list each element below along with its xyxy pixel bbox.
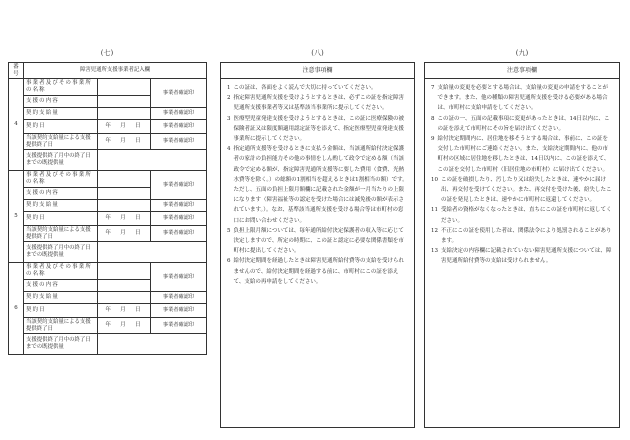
field-label-content: 支援の内容 [24,280,98,292]
note-text: 支給量の変更を必要とする場合は、支給量の変更の申請をすることができます。また、他の種類の障害児通所支援を受ける必要がある場合は、市町村に支給申請をしてください。 [437,85,609,112]
provider-seal-cell[interactable]: 事業者確認印 [151,292,207,304]
note-item [431,226,613,246]
value-cell[interactable] [98,188,151,200]
field-label-contract-day: 契約日 [24,120,98,134]
field-label-content: 支援の内容 [24,188,98,200]
notes-title-9: 注意事項欄 [425,63,619,79]
value-cell[interactable] [98,96,151,108]
note-text: 給付決定期間内に、居住地を移そうとする場合は、事前に、この証を交付した市町村にご連絡ください。また、支給決定期間内に、他の市町村の区域に居住地を移したときは、14日以内に、この証を添えて、この証を交付した市町村（旧居住地の市町村）に届け出てください。 [437,136,610,173]
provider-seal-cell[interactable]: 事業者確認印 [151,171,207,200]
note-text: 指定障害児通所支援を受けようとするときは、必ずこの証を指定障害児通所支援事業者等又は基準該当事業所に提示してください。 [233,95,405,112]
notes-title-8: 注意事項欄 [221,63,414,79]
value-cell[interactable] [98,171,151,188]
provider-entry-table [8,62,207,355]
note-number: 12 [431,227,438,234]
table-row [9,120,207,134]
note-number: 6 [227,258,231,265]
provider-seal-cell[interactable]: 事業者確認印 [151,120,207,134]
note-item [227,83,408,93]
provider-seal-cell[interactable]: 事業者確認印 [151,79,207,108]
field-label-supplied: 支援提供終了月中の終了日までの既提供量 [24,150,98,171]
table-row [9,318,207,334]
field-label-content: 支援の内容 [24,96,98,108]
note-text: 給付決定期間を経過したときは障害児通所給付費等の支給を受けられませんので、給付決定期間を経過する前に、市町村にこの証を添えて、支給の再申請をしてください。 [233,258,405,285]
note-item [431,134,613,175]
date-cell[interactable]: 年 月 日 [98,134,151,150]
provider-seal-cell[interactable]: 事業者確認印 [151,318,207,334]
value-cell[interactable] [98,150,207,171]
table-row [9,171,207,188]
notes-list-9 [425,79,619,267]
value-cell[interactable] [98,334,207,355]
value-cell[interactable] [98,108,151,120]
note-number: 11 [431,207,438,214]
note-item [227,256,408,287]
field-label-remaining: 当該契約支給量による支援提供終了日 [24,318,98,334]
table-row [9,263,207,280]
field-label-amount: 契約支給量 [24,200,98,212]
table-row [9,212,207,226]
note-text: 負担上限月額については、毎年通所給付決定保護者の収入等に応じて決定しますので、所定の時期に、この証と認定に必要な関係書類を市町村に提出してください。 [233,227,404,255]
field-label-name: 事業者及びその事業所の名称 [24,263,98,280]
field-label-remaining: 当該契約支給量による支援提供終了日 [24,226,98,242]
note-item [431,246,613,266]
row-number: 6 [9,263,24,355]
field-label-contract-day: 契約日 [24,212,98,226]
provider-seal-cell[interactable]: 事業者確認印 [151,226,207,242]
note-text: この証は、各面をよく読んで大切に持っていてください。 [233,85,377,91]
value-cell[interactable] [98,79,151,96]
note-number: 2 [227,95,231,102]
field-label-remaining: 当該契約支給量による支援提供終了日 [24,134,98,150]
date-cell[interactable]: 年 月 日 [98,212,151,226]
table-row [9,226,207,242]
note-text: この証を破損したり、汚したり又は紛失したときは、速やかに届け出、再交付を受けてください。また、再交付を受けた後、紛失したこの証を発見したときは、速やかに市町村に返還してください。 [441,176,612,204]
field-label-name: 事業者及びその事業所の名称 [24,171,98,188]
date-cell[interactable]: 年 月 日 [98,226,151,242]
note-number: 13 [431,248,438,255]
date-cell[interactable]: 年 月 日 [98,318,151,334]
note-number: 4 [227,146,231,153]
note-item [431,83,613,114]
date-cell[interactable]: 年 月 日 [98,304,151,318]
note-number: 1 [227,85,231,91]
note-number: 7 [431,85,435,91]
note-text: この証の一、五面の記載事項に変更があったときは、14日以内に、この証を添えて市町村にその旨を届け出てください。 [437,115,610,132]
notes-panel-8 [220,62,415,428]
page-number-7: (七) [100,49,114,57]
value-cell[interactable] [98,292,151,304]
note-item [227,144,408,226]
field-label-supplied: 支援提供終了月中の終了日までの既提供量 [24,334,98,355]
field-label-contract-day: 契約日 [24,304,98,318]
provider-seal-cell[interactable]: 事業者確認印 [151,108,207,120]
note-text: 受給者の資格がなくなったときは、直ちにこの証を市町村に返してください。 [441,207,612,224]
date-cell[interactable]: 年 月 日 [98,120,151,134]
table-row [9,334,207,355]
notes-list-8 [221,79,414,287]
field-label-amount: 契約支給量 [24,292,98,304]
table-row [9,108,207,120]
notes-panel-9 [424,62,620,428]
table-row [9,134,207,150]
provider-seal-cell[interactable]: 事業者確認印 [151,263,207,292]
note-item [431,175,613,206]
note-number: 5 [227,227,231,234]
value-cell[interactable] [98,263,151,280]
table-row [9,242,207,263]
row-number: 5 [9,171,24,263]
note-text: 医療型児童発達支援を受けようとするときは、この証に医療保険の被保険者証又は限度額適用認定証等を添えて、指定医療型児童発達支援事業所に提示してください。 [233,115,405,143]
column-header-provider: 障害児通所支援事業者記入欄 [24,63,207,79]
field-label-amount: 契約支給量 [24,108,98,120]
provider-seal-cell[interactable]: 事業者確認印 [151,200,207,212]
value-cell[interactable] [98,200,151,212]
note-number: 10 [431,176,438,183]
provider-seal-cell[interactable]: 事業者確認印 [151,212,207,226]
note-number: 9 [431,136,435,143]
field-label-name: 事業者及びその事業所の名称 [24,79,98,96]
table-header-row [9,63,207,79]
table-row [9,150,207,171]
field-label-supplied: 支援提供終了月中の終了日までの既提供量 [24,242,98,263]
table-row [9,304,207,318]
provider-seal-cell[interactable]: 事業者確認印 [151,134,207,150]
note-item [227,226,408,257]
provider-seal-cell[interactable]: 事業者確認印 [151,304,207,318]
page-number-9: (九) [515,49,529,57]
note-item [431,114,613,134]
note-number: 3 [227,115,231,122]
note-item [431,205,613,225]
note-text: 不正にこの証を使用した者は、関係法令により処罰されることがあります。 [441,227,612,245]
note-text: 支給決定の内容欄に記載されていない障害児通所支援については、障害児通所給付費等の支給は受けられません。 [441,248,612,265]
note-item [227,114,408,145]
page-number-8: (八) [311,49,324,57]
value-cell[interactable] [98,242,207,263]
row-number: 4 [9,79,24,171]
table-row [9,200,207,212]
note-number: 8 [431,115,435,122]
table-row [9,292,207,304]
note-text: 指定通所支援等を受けるときに支払う金額は、当該通所給付決定保護者の家計の負担能力その他の事情をしん酌して政令で定める額（当該政令で定める額が、指定障害児通所支援等に要した費用（食費、光熱水費等を除く。）の総額の1割相当を超えるときは1割相当の額）です。ただし、五面の負担上限月額欄に記載された金額が一月当たりの上限になります（障害福祉等の認定を受けた場合には減免後の額が表示されています。）。なお、基準該当通所支援を受ける場合等は市町村の窓口にお問い合わせください。 [233,146,408,224]
note-item [227,93,408,113]
column-header-number: 番号 [9,63,24,79]
table-row [9,79,207,96]
value-cell[interactable] [98,280,151,292]
